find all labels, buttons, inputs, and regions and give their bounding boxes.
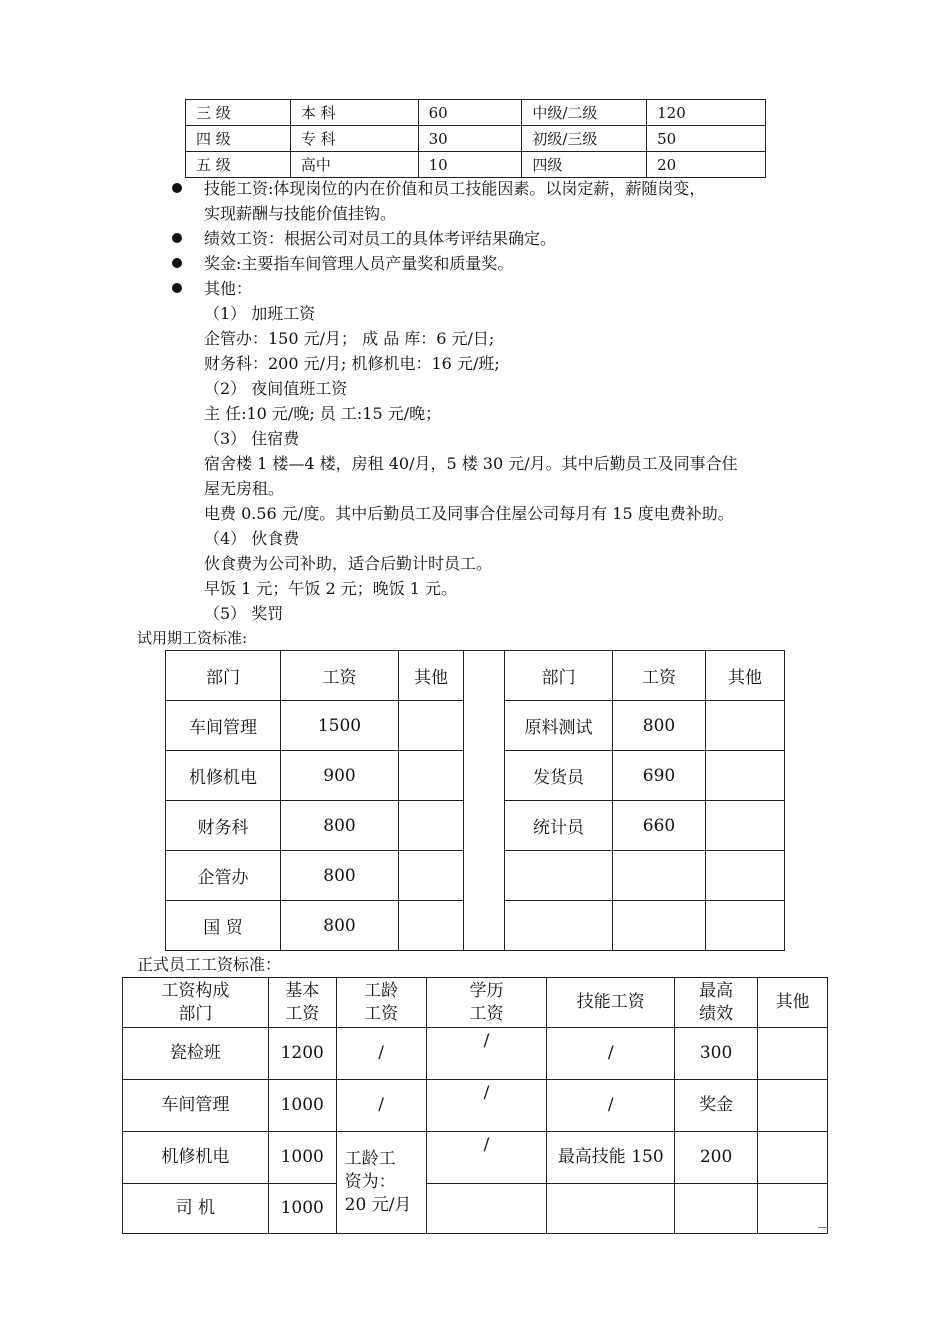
table-cell: 财务科	[166, 801, 281, 851]
table-cell	[426, 1184, 547, 1234]
header-line: 工资构成	[161, 980, 230, 1001]
section-title: （2） 夜间值班工资	[204, 379, 348, 398]
table-cell: /	[547, 1080, 675, 1132]
column-header	[336, 978, 426, 1028]
column-header	[268, 978, 336, 1028]
table-cell: 800	[613, 701, 706, 751]
table-cell	[399, 801, 464, 851]
table-cell	[706, 901, 785, 951]
column-header: 其他	[706, 651, 785, 701]
table-cell: 本 科	[290, 100, 418, 126]
table-row	[123, 1028, 828, 1080]
column-header: 其他	[399, 651, 464, 701]
header-line: 工龄	[364, 980, 399, 1001]
table-cell: 690	[613, 751, 706, 801]
bullet-text: 奖金:主要指车间管理人员产量奖和质量奖。	[204, 254, 514, 273]
table-cell	[758, 1184, 828, 1234]
table-cell: 原料测试	[505, 701, 613, 751]
table-cell: 瓷检班	[123, 1028, 269, 1080]
table-row	[186, 152, 766, 178]
header-line: 最高	[699, 980, 734, 1001]
table-header-row	[123, 978, 828, 1028]
paragraph: 企管办：150 元/月； 成 品 库：6 元/日;	[204, 329, 495, 348]
table-cell: /	[336, 1028, 426, 1080]
table-cell: 司 机	[123, 1184, 269, 1234]
table-cell: 660	[613, 801, 706, 851]
table-cell: 统计员	[505, 801, 613, 851]
bullet-icon	[172, 183, 182, 193]
header-line: 工资	[364, 1003, 399, 1024]
table-cell	[505, 851, 613, 901]
table-gap	[464, 651, 505, 951]
table-cell	[399, 901, 464, 951]
table-cell: 高中	[290, 152, 418, 178]
table-cell: 200	[675, 1132, 758, 1184]
table-cell: 中级/二级	[522, 100, 647, 126]
table-cell: /	[426, 1132, 547, 1184]
bullet-text: 技能工资:体现岗位的内在价值和员工技能因素。以岗定薪，薪随岗变，	[204, 179, 706, 198]
column-header	[675, 978, 758, 1028]
table-cell	[758, 1028, 828, 1080]
table-cell: 企管办	[166, 851, 281, 901]
table-cell	[706, 801, 785, 851]
table-cell: 20	[647, 152, 766, 178]
table-cell: 发货员	[505, 751, 613, 801]
table-cell: 最高技能 150	[547, 1132, 675, 1184]
table-cell	[758, 1132, 828, 1184]
table-cell: 900	[281, 751, 399, 801]
table-cell: 10	[418, 152, 522, 178]
column-header	[123, 978, 269, 1028]
table-cell	[399, 701, 464, 751]
column-header: 其他	[758, 978, 828, 1028]
header-line: 工资	[469, 1003, 504, 1024]
paragraph: 屋无房租。	[204, 479, 285, 498]
table-cell: 800	[281, 901, 399, 951]
table-header-row	[166, 651, 785, 701]
table-cell: 1500	[281, 701, 399, 751]
table-cell: 1000	[268, 1132, 336, 1184]
seniority-line: 20 元/月	[344, 1195, 412, 1215]
table-cell: 30	[418, 126, 522, 152]
column-header: 技能工资	[547, 978, 675, 1028]
header-line: 部门	[178, 1003, 213, 1024]
table-cell: 60	[418, 100, 522, 126]
table-cell: 1000	[268, 1080, 336, 1132]
table-cell: 车间管理	[166, 701, 281, 751]
table-cell: 机修机电	[166, 751, 281, 801]
bullet-text: 绩效工资：根据公司对员工的具体考评结果确定。	[204, 229, 557, 248]
table-cell: /	[336, 1080, 426, 1132]
probation-caption: 试用期工资标准:	[137, 629, 248, 647]
table-cell: 50	[647, 126, 766, 152]
table-cell: 四 级	[186, 126, 291, 152]
table-cell: 初级/三级	[522, 126, 647, 152]
header-line: 工资	[285, 1003, 320, 1024]
grade-table	[185, 99, 766, 178]
section-title: （4） 伙食费	[204, 529, 300, 548]
column-header: 工资	[613, 651, 706, 701]
bullet-text: 其他：	[204, 279, 253, 298]
bullet-icon	[172, 233, 182, 243]
table-cell: 800	[281, 851, 399, 901]
paragraph: 伙食费为公司补助，适合后勤计时员工。	[204, 554, 493, 573]
seniority-line: 工龄工	[344, 1149, 396, 1169]
bullet-icon	[172, 283, 182, 293]
column-header: 部门	[166, 651, 281, 701]
table-cell: /	[426, 1080, 547, 1132]
table-edge-mark	[818, 1227, 828, 1228]
table-cell: 1000	[268, 1184, 336, 1234]
bullet-text: 实现薪酬与技能价值挂钩。	[204, 204, 397, 223]
header-line: 绩效	[699, 1003, 734, 1024]
table-cell: 车间管理	[123, 1080, 269, 1132]
table-cell	[613, 901, 706, 951]
table-cell	[706, 701, 785, 751]
table-row	[186, 126, 766, 152]
formal-table	[122, 977, 828, 1234]
table-cell	[706, 751, 785, 801]
formal-caption: 正式员工工资标准：	[137, 955, 282, 974]
table-cell: /	[547, 1028, 675, 1080]
seniority-merged-cell	[336, 1132, 426, 1234]
table-cell: 800	[281, 801, 399, 851]
table-cell: 四级	[522, 152, 647, 178]
section-title: （5） 奖罚	[204, 604, 284, 623]
table-cell	[399, 751, 464, 801]
table-cell: 奖金	[675, 1080, 758, 1132]
table-cell	[505, 901, 613, 951]
table-cell	[758, 1080, 828, 1132]
column-header: 工资	[281, 651, 399, 701]
table-cell: 120	[647, 100, 766, 126]
table-row	[123, 1080, 828, 1132]
table-cell: 国 贸	[166, 901, 281, 951]
paragraph: 主 任:10 元/晚; 员 工:15 元/晚；	[204, 404, 442, 423]
table-cell	[399, 851, 464, 901]
table-cell: 五 级	[186, 152, 291, 178]
paragraph: 宿舍楼 1 楼—4 楼，房租 40/月，5 楼 30 元/月。其中后勤员工及同事合住	[204, 454, 738, 473]
header-line: 基本	[285, 980, 320, 1001]
column-header: 部门	[505, 651, 613, 701]
table-row	[123, 1184, 828, 1234]
probation-table	[165, 650, 785, 951]
table-cell	[706, 851, 785, 901]
table-row	[186, 100, 766, 126]
bullet-icon	[172, 258, 182, 268]
table-cell	[613, 851, 706, 901]
table-row	[123, 1132, 828, 1184]
table-cell	[675, 1184, 758, 1234]
section-title: （3） 住宿费	[204, 429, 300, 448]
table-cell: 1200	[268, 1028, 336, 1080]
column-header	[426, 978, 547, 1028]
table-cell: 机修机电	[123, 1132, 269, 1184]
header-line: 学历	[469, 980, 504, 1001]
table-cell	[547, 1184, 675, 1234]
paragraph: 电费 0.56 元/度。其中后勤员工及同事合住屋公司每月有 15 度电费补助。	[204, 504, 734, 523]
table-cell: 300	[675, 1028, 758, 1080]
table-cell: 专 科	[290, 126, 418, 152]
section-title: （1） 加班工资	[204, 304, 316, 323]
table-cell: /	[426, 1028, 547, 1080]
seniority-line: 资为：	[344, 1172, 396, 1192]
paragraph: 财务科：200 元/月; 机修机电：16 元/班;	[204, 354, 500, 373]
table-cell: 三 级	[186, 100, 291, 126]
paragraph: 早饭 1 元；午饭 2 元；晚饭 1 元。	[204, 579, 458, 598]
